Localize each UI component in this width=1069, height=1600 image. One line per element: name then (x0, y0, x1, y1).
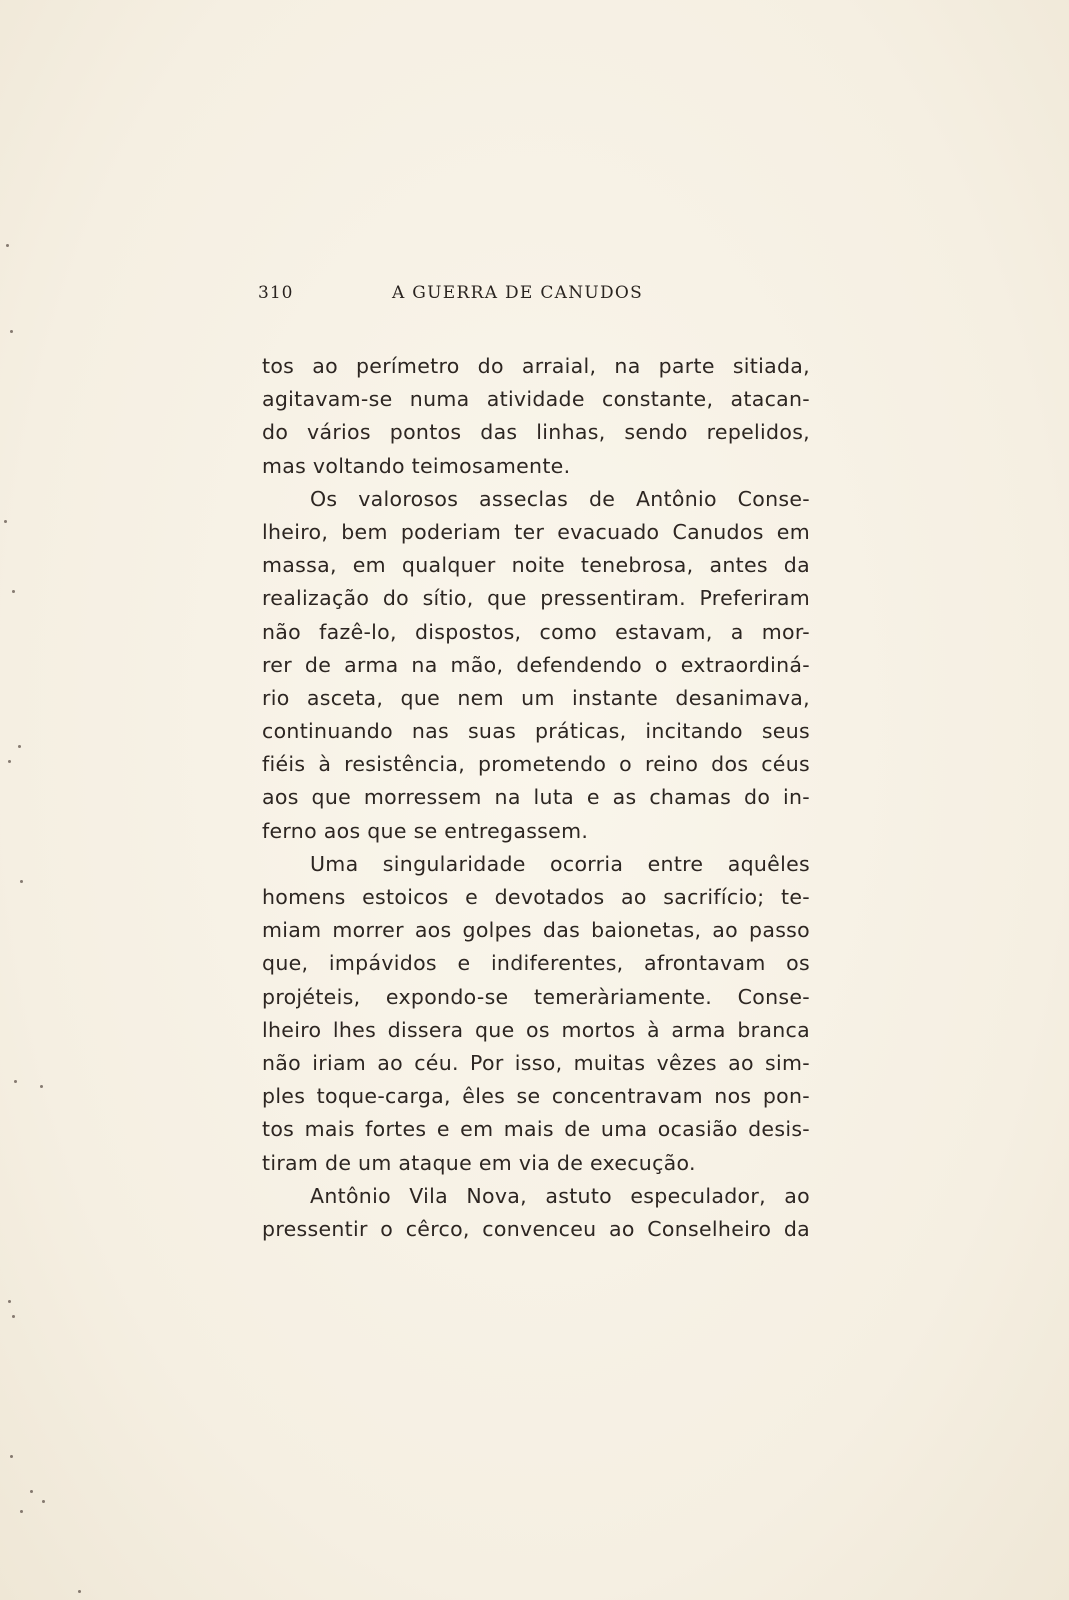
text-line: massa, em qualquer noite tenebrosa, antes da (262, 553, 810, 578)
text-line: do vários pontos das linhas, sendo repelidos, (262, 420, 810, 445)
text-line: tiram de um ataque em via de execução. (262, 1150, 696, 1175)
page-number: 310 (258, 283, 294, 303)
paper-speck (10, 1455, 13, 1458)
text-line: lheiro, bem poderiam ter evacuado Canudos em (262, 519, 810, 544)
text-line: rer de arma na mão, defendendo o extraordiná- (262, 652, 810, 677)
text-line: tos mais fortes e em mais de uma ocasião desis- (262, 1117, 810, 1142)
text-line: lheiro lhes dissera que os mortos à arma branca (262, 1017, 810, 1042)
text-line: miam morrer aos golpes das baionetas, ao passo (262, 918, 810, 943)
page-header (258, 283, 678, 309)
text-line: aos que morressem na luta e as chamas do in- (262, 785, 810, 810)
paper-speck (12, 590, 15, 593)
text-line: mas voltando teimosamente. (262, 453, 571, 478)
paper-speck (6, 244, 9, 247)
paper-speck (12, 1315, 15, 1318)
paper-speck (20, 880, 23, 883)
text-line: continuando nas suas práticas, incitando seus (262, 719, 810, 744)
paper-speck (20, 1510, 23, 1513)
paper-speck (42, 1500, 45, 1503)
paper-speck (10, 330, 13, 333)
text-line: Os valorosos asseclas de Antônio Conse- (310, 486, 810, 511)
text-line: fiéis à resistência, prometendo o reino dos céus (262, 752, 810, 777)
text-line: realização do sítio, que pressentiram. Preferiram (262, 586, 810, 611)
text-line: pressentir o cêrco, convenceu ao Conselheiro da (262, 1216, 810, 1241)
text-line: Uma singularidade ocorria entre aquêles (310, 851, 810, 876)
text-line: agitavam-se numa atividade constante, atacan- (262, 387, 810, 412)
paper-speck (8, 760, 11, 763)
text-line: rio asceta, que nem um instante desanimava, (262, 685, 810, 710)
body-text (262, 350, 810, 1246)
paper-speck (14, 1080, 17, 1083)
text-line: que, impávidos e indiferentes, afrontavam os (262, 951, 810, 976)
paper-speck (8, 1300, 11, 1303)
running-title: A GUERRA DE CANUDOS (392, 283, 644, 303)
text-line: tos ao perímetro do arraial, na parte sitiada, (262, 354, 810, 378)
text-line: ferno aos que se entregassem. (262, 818, 589, 843)
paper-speck (40, 1085, 43, 1088)
text-line: não iriam ao céu. Por isso, muitas vêzes ao sim- (262, 1050, 810, 1075)
text-line: homens estoicos e devotados ao sacrifício; te- (262, 885, 810, 909)
paper-speck (30, 1490, 33, 1493)
paper-speck (18, 745, 21, 748)
paper-speck (78, 1590, 81, 1593)
text-line: projéteis, expondo-se temeràriamente. Conse- (262, 984, 810, 1009)
paper-speck (4, 520, 7, 523)
text-line: ples toque-carga, êles se concentravam nos pon- (262, 1084, 810, 1109)
text-line: Antônio Vila Nova, astuto especulador, ao (310, 1183, 810, 1208)
text-line: não fazê-lo, dispostos, como estavam, a mor- (262, 619, 810, 644)
